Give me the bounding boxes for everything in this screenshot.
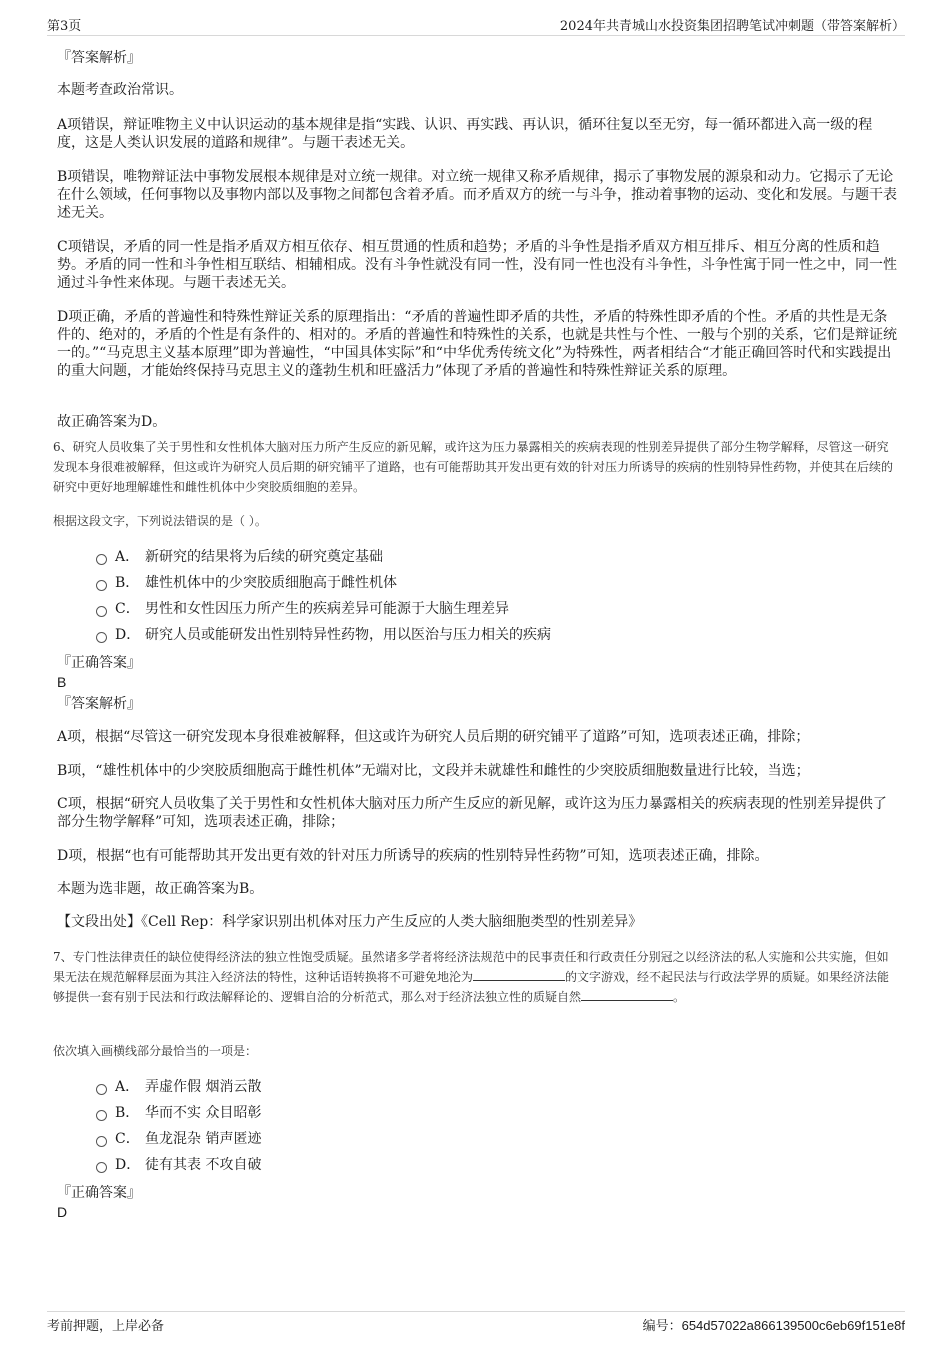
q7-option-c[interactable] bbox=[96, 1130, 261, 1148]
radio-icon[interactable] bbox=[96, 1136, 107, 1147]
option-key: A． bbox=[115, 549, 140, 565]
q6-correct-label: 『正确答案』 bbox=[57, 655, 141, 671]
page-header bbox=[47, 13, 905, 36]
option-text: 研究人员或能研发出性别特异性药物，用以医治与压力相关的疾病 bbox=[145, 627, 551, 643]
q6-source: 【文段出处】《Cell Rep：科学家识别出机体对压力产生反应的人类大脑细胞类型的性别差异》 bbox=[57, 914, 643, 930]
option-text: 雄性机体中的少突胶质细胞高于雌性机体 bbox=[145, 575, 397, 591]
option-key: C． bbox=[115, 601, 140, 617]
q7-question: 依次填入画横线部分最恰当的一项是： bbox=[53, 1044, 258, 1058]
option-key: B． bbox=[115, 1105, 140, 1121]
q6-option-c[interactable] bbox=[96, 600, 509, 618]
q6-explain-c: C项，根据“研究人员收集了关于男性和女性机体大脑对压力所产生反应的新见解，或许这为压力暴露相关的疾病表现的性别差异提供了部分生物学解释”可知，选项表述正确，排除； bbox=[57, 796, 887, 830]
document-code bbox=[643, 1315, 905, 1334]
q7-correct-label: 『正确答案』 bbox=[57, 1185, 141, 1201]
option-key: D． bbox=[115, 627, 141, 643]
q5-explain-a: A项错误，辩证唯物主义中认识运动的基本规律是指“实践、认识、再实践、再认识，循环往复以至无穷，每一循环都进入高一级的程度，这是人类认识发展的道路和规律”。与题干表述无关。 bbox=[57, 117, 873, 151]
option-text: 华而不实 众目昭彰 bbox=[145, 1105, 262, 1121]
q6-option-d[interactable] bbox=[96, 626, 551, 644]
radio-icon[interactable] bbox=[96, 1110, 107, 1121]
q5-analysis-label: 『答案解析』 bbox=[57, 50, 141, 66]
q6-explain-b: B项，“雄性机体中的少突胶质细胞高于雌性机体”无端对比，文段并未就雄性和雌性的少突胶质细胞数量进行比较，当选； bbox=[57, 763, 810, 779]
q5-conclusion: 故正确答案为D。 bbox=[57, 414, 167, 430]
option-text: 弄虚作假 烟消云散 bbox=[145, 1079, 262, 1095]
q6-correct-answer: B bbox=[57, 674, 67, 690]
q6-option-b[interactable] bbox=[96, 574, 397, 592]
q6-option-a[interactable] bbox=[96, 548, 383, 566]
q7-stem-part2: 的文字游戏，经不起民法与行政法学界的质疑。如果经济法能够提供一套有别于民法和行政法解释论的、逻辑自洽的分析范式，那么对于经济法独立性的质疑自然 bbox=[53, 970, 890, 1004]
radio-icon[interactable] bbox=[96, 606, 107, 617]
option-text: 鱼龙混杂 销声匿迹 bbox=[145, 1131, 262, 1147]
q5-explain-c: C项错误，矛盾的同一性是指矛盾双方相互依存、相互贯通的性质和趋势；矛盾的斗争性是指矛盾双方相互排斥、相互分离的性质和趋势。矛盾的同一性和斗争性相互联结、相辅相成。没有斗争性就没有同一性，没有同一性也没有斗争性，斗争性寓于同一性之中，同一性通过斗争性来体现。与题干表述无关。 bbox=[57, 239, 897, 291]
q7-option-a[interactable] bbox=[96, 1078, 261, 1096]
q6-question: 根据这段文字，下列说法错误的是（ ）。 bbox=[53, 514, 267, 528]
radio-icon[interactable] bbox=[96, 554, 107, 565]
option-text: 新研究的结果将为后续的研究奠定基础 bbox=[145, 549, 383, 565]
footer-slogan: 考前押题，上岸必备 bbox=[47, 1319, 165, 1334]
option-key: D． bbox=[115, 1157, 141, 1173]
answer-blank-2 bbox=[581, 988, 673, 1001]
q7-option-b[interactable] bbox=[96, 1104, 261, 1122]
radio-icon[interactable] bbox=[96, 632, 107, 643]
q7-correct-answer: D bbox=[57, 1204, 68, 1220]
radio-icon[interactable] bbox=[96, 1162, 107, 1173]
q6-explain-a: A项，根据“尽管这一研究发现本身很难被解释，但这或许为研究人员后期的研究铺平了道路”可知，选项表述正确，排除； bbox=[57, 729, 810, 745]
q7-stem-end: 。 bbox=[673, 990, 686, 1004]
q6-conclusion: 本题为选非题，故正确答案为B。 bbox=[57, 881, 264, 897]
q7-option-d[interactable] bbox=[96, 1156, 261, 1174]
page-number: 第3页 bbox=[47, 19, 82, 34]
q6-analysis-label: 『答案解析』 bbox=[57, 696, 141, 712]
radio-icon[interactable] bbox=[96, 580, 107, 591]
q6-stem: 6、研究人员收集了关于男性和女性机体大脑对压力所产生反应的新见解，或许这为压力暴露相关的疾病表现的性别差异提供了部分生物学解释，尽管这一研究发现本身很难被解释，但这或许为研究人员后期的研究铺平了道路，也有可能帮助其开发出更有效的针对压力所诱导的疾病的性别特异性药物，并使其在后续的研究中更好地理解雄性和雌性机体中少突胶质细胞的差异。 bbox=[53, 440, 894, 494]
document-title: 2024年共青城山水投资集团招聘笔试冲刺题（带答案解析） bbox=[559, 19, 905, 34]
code-value: 654d57022a866139500c6eb69f151e8f bbox=[681, 1318, 905, 1333]
option-key: C． bbox=[115, 1131, 140, 1147]
answer-blank-1 bbox=[473, 968, 565, 981]
option-key: A． bbox=[115, 1079, 140, 1095]
code-label: 编号： bbox=[642, 1319, 682, 1334]
page-footer bbox=[47, 1311, 905, 1334]
q5-explain-d: D项正确，矛盾的普遍性和特殊性辩证关系的原理指出：“矛盾的普遍性即矛盾的共性，矛盾的特殊性即矛盾的个性。矛盾的共性是无条件的、绝对的，矛盾的个性是有条件的、相对的。矛盾的普遍性和特殊性的关系，也就是共性与个性、一般与个别的关系，它们是辩证统一的。”“马克思主义基本原理”即为普遍性，“中国具体实际”和“中华优秀传统文化”为特殊性，两者相结合“才能正确回答时代和实践提出的重大问题，才能始终保持马克思主义的蓬勃生机和旺盛活力”体现了矛盾的普遍性和特殊性辩证关系的原理。 bbox=[57, 309, 897, 379]
radio-icon[interactable] bbox=[96, 1084, 107, 1095]
option-text: 男性和女性因压力所产生的疾病差异可能源于大脑生理差异 bbox=[145, 601, 509, 617]
q7-stem bbox=[53, 947, 898, 1007]
option-text: 徒有其表 不攻自破 bbox=[145, 1157, 262, 1173]
q5-intro: 本题考查政治常识。 bbox=[57, 82, 183, 98]
q5-explain-b: B项错误，唯物辩证法中事物发展根本规律是对立统一规律。对立统一规律又称矛盾规律，揭示了事物发展的源泉和动力。它揭示了无论在什么领域，任何事物以及事物内部以及事物之间都包含着矛盾。而矛盾双方的统一与斗争，推动着事物的运动、变化和发展。与题干表述无关。 bbox=[57, 169, 897, 221]
q6-explain-d: D项，根据“也有可能帮助其开发出更有效的针对压力所诱导的疾病的性别特异性药物”可知，选项表述正确，排除。 bbox=[57, 848, 769, 864]
q7-stem-part1: 7、专门性法律责任的缺位使得经济法的独立性饱受质疑。虽然诸多学者将经济法规范中的民事责任和行政责任分别冠之以经济法的私人实施和公共实施，但如果无法在规范解释层面为其注入经济法的特性，这种话语转换将不可避免地沦为 bbox=[53, 950, 889, 984]
option-key: B． bbox=[115, 575, 140, 591]
